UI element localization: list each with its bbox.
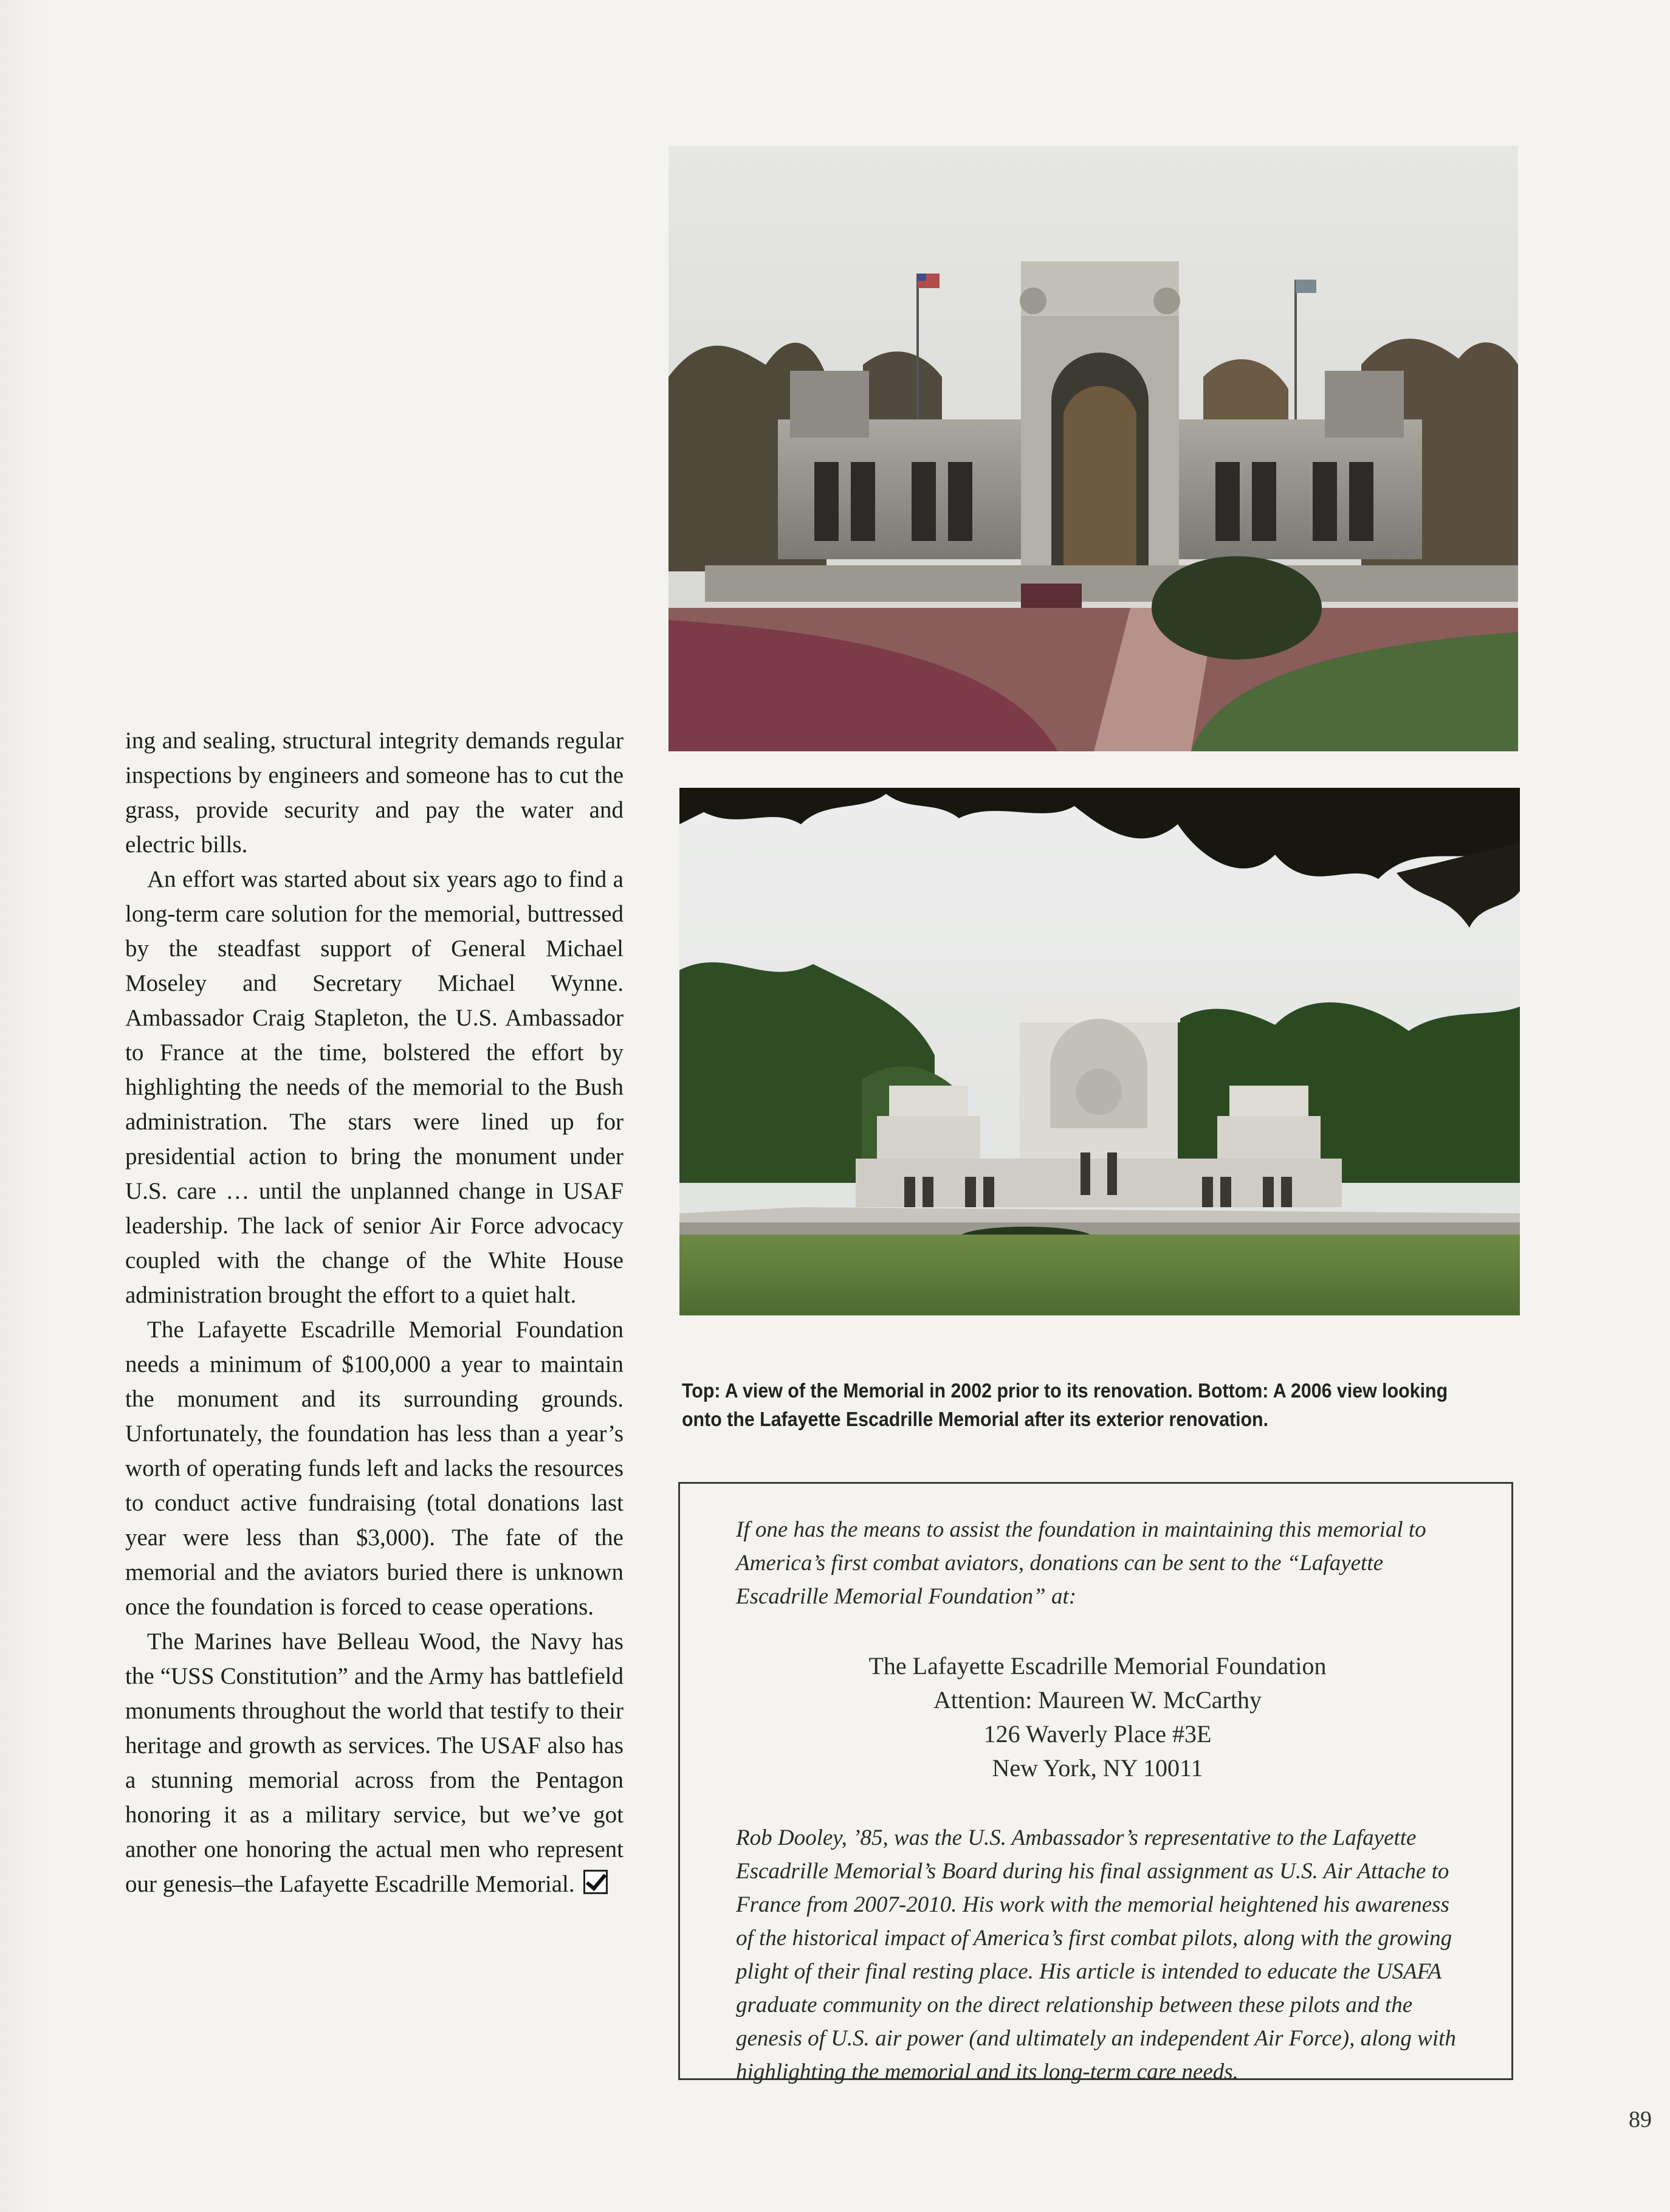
foundation-address: [680, 1649, 1515, 1785]
article-paragraph-4: [125, 1624, 624, 1901]
memorial-photo-2002: [668, 146, 1518, 751]
address-line-3: 126 Waverly Place #3E: [983, 1720, 1212, 1748]
photo-caption: Top: A view of the Memorial in 2002 prior to its renovation. Bottom: A 2006 view looking onto the Lafayette Escadrille Memorial after its exterior renovation.: [682, 1379, 1448, 1430]
page-number: 89: [1629, 2107, 1652, 2132]
address-line-4: New York, NY 10011: [992, 1754, 1203, 1782]
checkbox-icon: [583, 1870, 608, 1894]
article-paragraph-2: An effort was started about six years ago to find a long-term care solution for the memorial, buttressed by the steadfast support of General Michael Moseley and Secretary Michael Wynne. Ambassador Craig Stapleton, the U.S. Ambassador to France at the time, bolstered the effort by highlighting the needs of the memorial to the Bush administration. The stars were lined up for presidential action to bring the monument under U.S. care … until the unplanned change in USAF leadership. The lack of senior Air Force advocacy coupled with the change of the White House administration brought the effort to a quiet halt.: [125, 866, 624, 1308]
memorial-photo-2002-image: [668, 146, 1518, 751]
memorial-photo-2006-image: [679, 788, 1520, 1315]
address-line-1: The Lafayette Escadrille Memorial Foundation: [868, 1652, 1327, 1680]
memorial-photo-2006: [679, 788, 1520, 1315]
article-paragraph-3: The Lafayette Escadrille Memorial Foundation needs a minimum of $100,000 a year to maintain the monument and its surrounding grounds. Unfortunately, the foundation has less than a year’s worth of operating funds left and lacks the resources to conduct active fundraising (total donations last year were less than $3,000). The fate of the memorial and the aviators buried there is unknown once the foundation is forced to cease operations.: [125, 1317, 624, 1620]
donation-info-box: [678, 1482, 1513, 2084]
article-paragraph-4-text: The Marines have Belleau Wood, the Navy has the “USS Constitution” and the Army has battlefield monuments throughout the world that testify to their heritage and growth as services. The USAF also has a stunning memorial across from the Pentagon honoring it as a military service, but we’ve got another one honoring the actual men who represent our genesis–the Lafayette Escadrille Memorial.: [125, 1628, 624, 1897]
article-paragraph-1: ing and sealing, structural integrity demands regular inspections by engineers and someone has to cut the grass, provide security and pay the water and electric bills.: [125, 728, 624, 858]
author-bio: Rob Dooley, ’85, was the U.S. Ambassador’s representative to the Lafayette Escadrille Memorial’s Board during his final assignment as U.S. Air Attache to France from 2007-2010. His work with the memorial heightened his awareness of the historical impact of America’s first combat pilots, along with the growing plight of their final resting place. His article is intended to educate the USAFA graduate community on the direct relationship between these pilots and the genesis of U.S. air power (and ultimately an independent Air Force), along with highlighting the memorial and its long-term care needs.: [736, 1825, 1456, 2084]
page-gutter-shadow: [0, 0, 49, 2212]
address-line-2: Attention: Maureen W. McCarthy: [933, 1686, 1262, 1714]
article-column: [125, 723, 624, 1901]
donation-intro-text: If one has the means to assist the foundation in maintaining this memorial to America’s first combat aviators, donations can be sent to the “Lafayette Escadrille Memorial Foundation” at:: [736, 1517, 1426, 1609]
